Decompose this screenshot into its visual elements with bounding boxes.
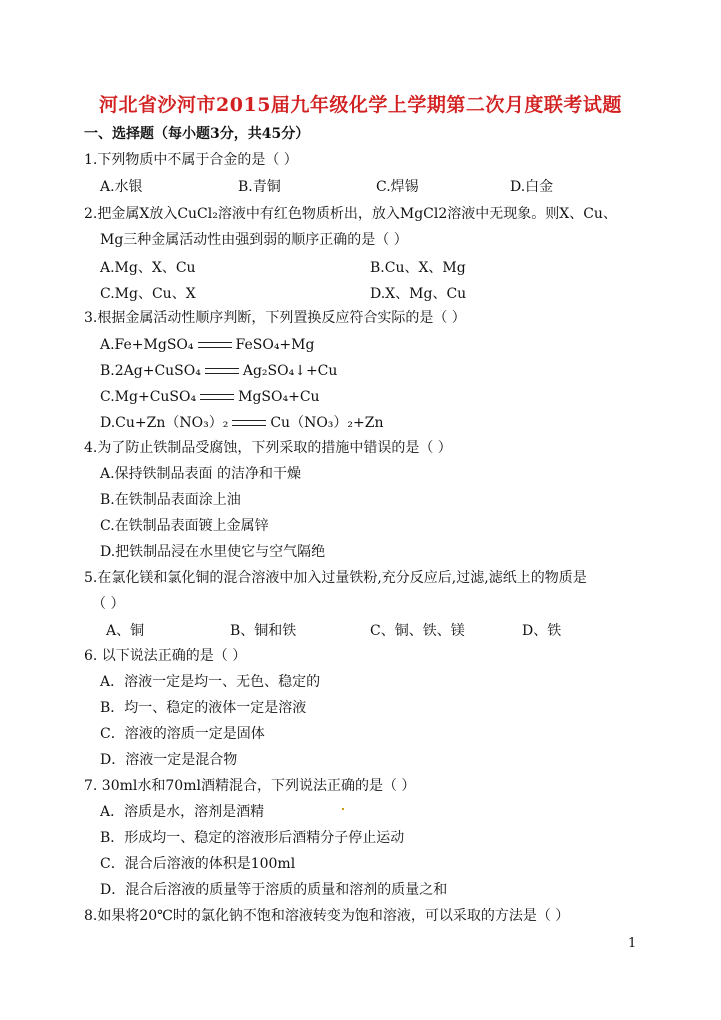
q3-b-products: Ag₂SO₄↓+Cu: [242, 363, 338, 379]
q2-option-c: C.Mg、Cu、X: [100, 286, 196, 302]
q6-option-a: A．溶液一定是均一、无色、稳定的: [100, 674, 321, 690]
question-7-stem: 7. 30ml水和70ml酒精混合，下列说法正确的是（ ）: [84, 778, 416, 794]
q2-option-d: D.X、Mg、Cu: [370, 286, 467, 302]
q4-option-d: D.把铁制品浸在水里使它与空气隔绝: [100, 544, 326, 560]
page-title: 河北省沙河市2015届九年级化学上学期第二次月度联考试题: [99, 94, 622, 116]
question-3-stem: 3.根据金属活动性顺序判断，下列置换反应符合实际的是（ ）: [84, 310, 466, 326]
q7-option-d: D．混合后溶液的质量等于溶质的质量和溶剂的质量之和: [100, 882, 448, 898]
q5-option-c: C、铜、铁、镁: [370, 623, 465, 639]
q3-b-reactants: B.2Ag+CuSO₄: [100, 363, 201, 379]
equals-sign: [198, 342, 232, 348]
q6-option-c: C．溶液的溶质一定是固体: [100, 726, 265, 742]
q3-option-b: [100, 361, 337, 381]
question-2-stem-line1: 2.把金属X放入CuCl₂溶液中有红色物质析出，放入MgCl2溶液中无现象。则X、Cu、: [84, 206, 617, 222]
q1-option-d: D.白金: [510, 179, 554, 195]
q5-option-d: D、铁: [522, 623, 562, 639]
q3-option-a: [100, 335, 314, 355]
q5-option-a: A、铜: [106, 623, 145, 639]
q3-option-c: [100, 387, 320, 407]
q7-option-c: C．混合后溶液的体积是100ml: [100, 856, 296, 872]
question-5-stem-line2: （ ）: [92, 596, 125, 612]
q5-option-b: B、铜和铁: [230, 623, 297, 639]
stray-mark: [342, 808, 344, 810]
q1-option-a: A.水银: [100, 179, 143, 195]
question-1-stem: 1.下列物质中不属于合金的是（ ）: [84, 152, 298, 168]
question-2-stem-line2: Mg三种金属活动性由强到弱的顺序正确的是（ ）: [100, 232, 408, 248]
q1-option-c: C.焊锡: [376, 179, 419, 195]
q4-option-b: B.在铁制品表面涂上油: [100, 492, 241, 508]
q2-option-a: A.Mg、X、Cu: [100, 260, 196, 276]
section-heading: 一、选择题（每小题3分，共45分）: [84, 126, 310, 142]
equals-sign: [205, 368, 239, 374]
q3-a-reactants: A.Fe+MgSO₄: [100, 337, 194, 353]
equals-sign: [232, 420, 266, 426]
question-6-stem: 6. 以下说法正确的是（ ）: [84, 648, 247, 664]
q1-option-b: B.青铜: [238, 179, 281, 195]
q3-option-d: [100, 413, 384, 433]
question-4-stem: 4.为了防止铁制品受腐蚀，下列采取的措施中错误的是（ ）: [84, 440, 452, 456]
q6-option-d: D．溶液一定是混合物: [100, 752, 238, 768]
q3-d-reactants: D.Cu+Zn（NO₃）₂: [100, 415, 229, 431]
q3-c-products: MgSO₄+Cu: [238, 389, 320, 405]
q7-option-a: A．溶质是水，溶剂是酒精: [100, 804, 265, 820]
q4-option-a: A.保持铁制品表面 的洁净和干燥: [100, 466, 302, 482]
q3-c-reactants: C.Mg+CuSO₄: [100, 389, 197, 405]
question-8-stem: 8.如果将20℃时的氯化钠不饱和溶液转变为饱和溶液，可以采取的方法是（ ）: [84, 908, 570, 924]
q3-d-products: Cu（NO₃）₂+Zn: [270, 415, 384, 431]
q4-option-c: C.在铁制品表面镀上金属锌: [100, 518, 269, 534]
q2-option-b: B.Cu、X、Mg: [370, 260, 466, 276]
q7-option-b: B．形成均一、稳定的溶液形后酒精分子停止运动: [100, 830, 405, 846]
q6-option-b: B．均一、稳定的液体一定是溶液: [100, 700, 307, 716]
q3-a-products: FeSO₄+Mg: [235, 337, 315, 353]
equals-sign: [200, 394, 234, 400]
question-5-stem-line1: 5.在氯化镁和氯化铜的混合溶液中加入过量铁粉,充分反应后,过滤,滤纸上的物质是: [84, 570, 587, 586]
page-number: 1: [628, 936, 637, 951]
